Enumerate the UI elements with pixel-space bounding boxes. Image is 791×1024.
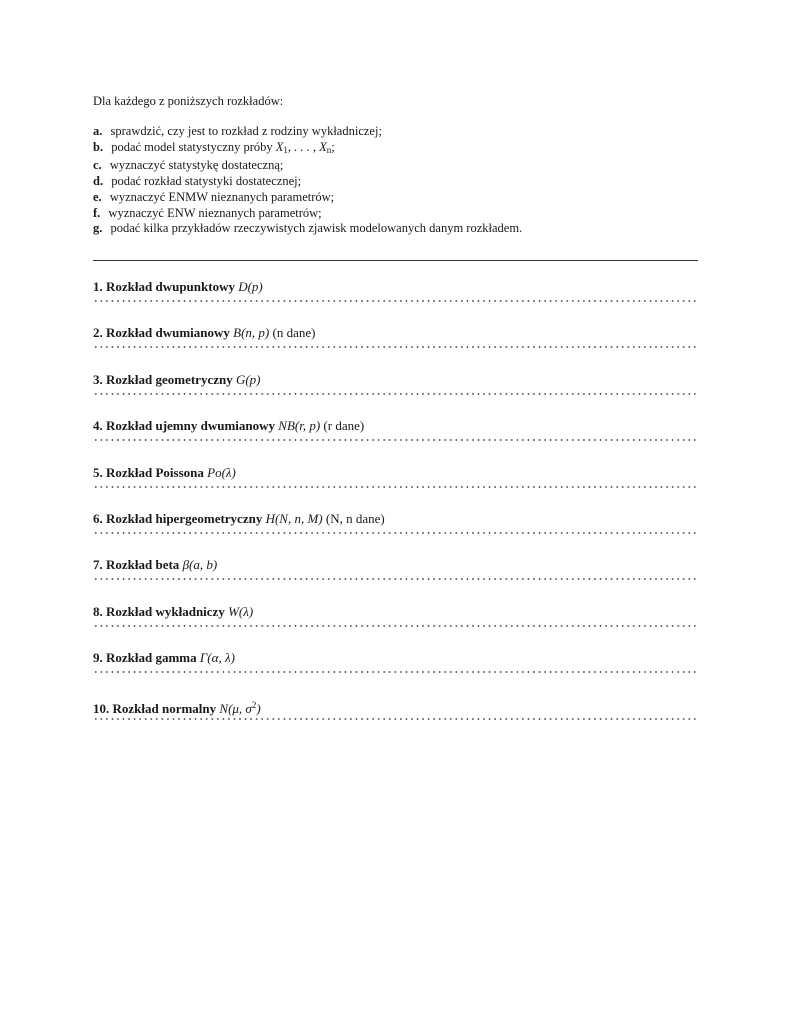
distribution-heading <box>93 650 698 666</box>
distribution-heading <box>93 511 698 527</box>
distribution-list <box>93 279 698 743</box>
distribution-symbol: H(N, n, M) <box>265 510 323 526</box>
distribution-label: 7. Rozkład beta <box>93 557 180 573</box>
task-item-g <box>93 221 522 237</box>
distribution-label: 1. Rozkład dwupunktowy <box>93 279 235 294</box>
task-item-d <box>93 174 522 190</box>
distribution-heading <box>93 279 698 295</box>
distribution-label: 10. Rozkład normalny <box>93 700 217 716</box>
distribution-heading <box>93 557 698 573</box>
distribution-label: 8. Rozkład wykładniczy <box>93 603 225 619</box>
answer-dotted-line <box>93 486 696 488</box>
task-letter: e. <box>93 189 102 204</box>
distribution-label: 5. Rozkład Poissona <box>93 464 204 480</box>
task-letter: a. <box>93 124 103 138</box>
distribution-note: (r dane) <box>323 418 365 434</box>
answer-dotted-line <box>93 439 696 441</box>
answer-dotted-line <box>93 718 696 720</box>
task-letter: d. <box>93 174 104 189</box>
distribution-heading <box>93 325 698 341</box>
distribution-note: (N, n dane) <box>325 510 385 526</box>
distribution-item <box>93 604 698 650</box>
task-text: podać model statystyczny próby <box>111 139 273 154</box>
distribution-item <box>93 697 698 743</box>
task-text: podać kilka przykładów rzeczywistych zjawisk modelowanych danym rozkładem. <box>110 221 523 236</box>
answer-dotted-line <box>93 346 696 348</box>
distribution-label: 6. Rozkład hipergeometryczny <box>93 510 263 526</box>
distribution-symbol: D(p) <box>238 279 263 294</box>
distribution-heading <box>93 418 698 434</box>
distribution-item <box>93 650 698 696</box>
horizontal-divider <box>93 260 698 261</box>
sample-math: $X_1$, . . . , $X_n$ <box>275 139 332 155</box>
task-item-f <box>93 206 522 222</box>
distribution-symbol: β(a, b) <box>182 557 218 573</box>
task-text: wyznaczyć ENMW nieznanych parametrów; <box>109 189 335 204</box>
distribution-heading <box>93 465 698 481</box>
task-letter: b. <box>93 139 104 154</box>
task-text: sprawdzić, czy jest to rozkład z rodziny wykładniczej; <box>110 124 382 138</box>
distribution-item <box>93 279 698 325</box>
distribution-label: 4. Rozkład ujemny dwumianowy <box>93 418 276 434</box>
distribution-heading <box>93 372 698 388</box>
task-text-tail: ; <box>331 139 335 154</box>
distribution-symbol: W(λ) <box>228 603 254 619</box>
distribution-symbol: Po(λ) <box>207 464 236 480</box>
answer-dotted-line <box>93 300 696 302</box>
answer-dotted-line <box>93 532 696 534</box>
distribution-symbol: N(μ, $\sigma^2$) <box>219 699 261 716</box>
distribution-symbol: B(n, p) <box>233 325 270 341</box>
distribution-note: (n dane) <box>272 325 316 341</box>
distribution-symbol: Γ(α, λ) <box>199 650 235 666</box>
task-item-e <box>93 190 522 206</box>
task-text: wyznaczyć statystykę dostateczną; <box>109 158 284 173</box>
distribution-item <box>93 511 698 557</box>
task-text: wyznaczyć ENW nieznanych parametrów; <box>108 205 322 220</box>
answer-dotted-line <box>93 671 696 673</box>
distribution-label: 9. Rozkład gamma <box>93 650 197 666</box>
intro-text: Dla każdego z poniższych rozkładów: <box>93 94 284 108</box>
task-item-c <box>93 158 522 174</box>
distribution-item <box>93 372 698 418</box>
distribution-item <box>93 325 698 371</box>
task-text: podać rozkład statystyki dostatecznej; <box>111 174 302 189</box>
task-letter: f. <box>93 205 101 220</box>
distribution-heading <box>93 604 698 620</box>
distribution-item <box>93 418 698 464</box>
distribution-label: 3. Rozkład geometryczny <box>93 371 233 387</box>
answer-dotted-line <box>93 393 696 395</box>
distribution-label: 2. Rozkład dwumianowy <box>93 325 230 341</box>
distribution-heading <box>93 697 698 717</box>
answer-dotted-line <box>93 625 696 627</box>
distribution-item <box>93 465 698 511</box>
distribution-symbol: NB(r, p) <box>278 418 321 434</box>
task-item-b <box>93 140 522 159</box>
task-list <box>93 124 522 237</box>
distribution-item <box>93 557 698 603</box>
distribution-symbol: G(p) <box>235 371 261 387</box>
task-letter: g. <box>93 221 103 236</box>
task-item-a <box>93 124 522 140</box>
answer-dotted-line <box>93 578 696 580</box>
task-letter: c. <box>93 158 102 173</box>
